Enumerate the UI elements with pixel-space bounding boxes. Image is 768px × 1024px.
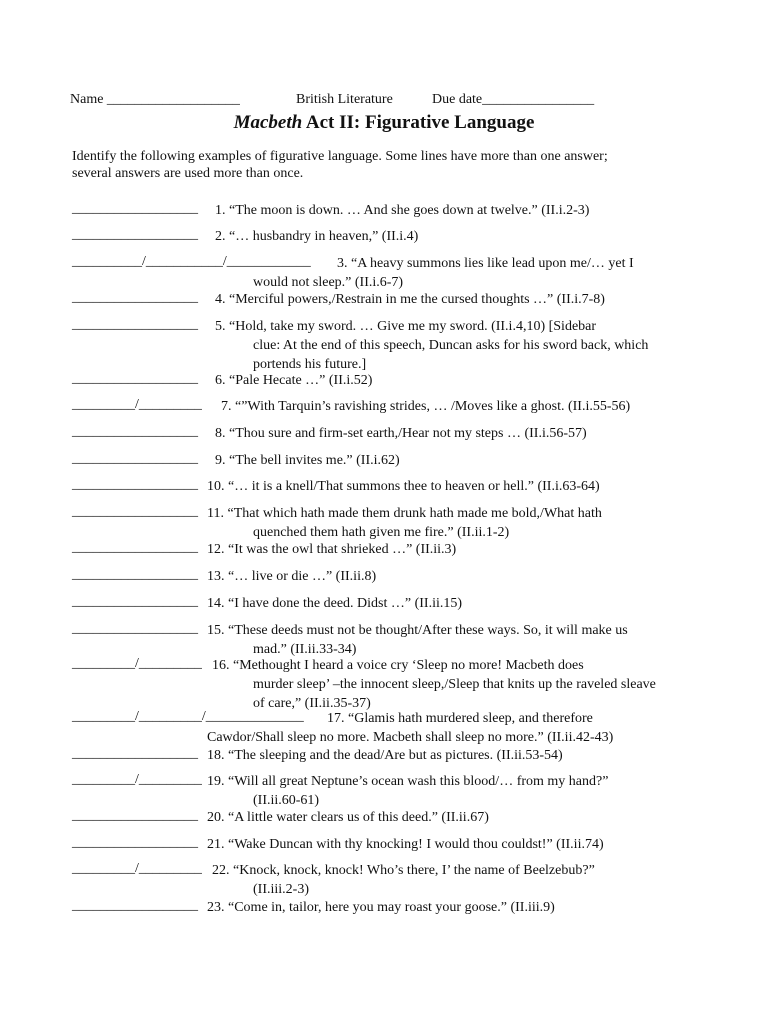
question-text-continued: quenched them hath given me fire.” (II.ii.1-2)	[253, 525, 510, 540]
answer-blank[interactable]: __________________	[72, 898, 198, 913]
question-text: 17. “Glamis hath murdered sleep, and therefore	[327, 711, 593, 726]
due-date-field: Due date________________	[432, 92, 595, 107]
question-text: 5. “Hold, take my sword. … Give me my sword. (II.i.4,10) [Sidebar	[215, 319, 597, 334]
answer-blank[interactable]: __________________	[72, 504, 198, 519]
question-text: 19. “Will all great Neptune’s ocean wash this blood/… from my hand?”	[207, 774, 609, 789]
answer-blank[interactable]: _________/_________	[72, 397, 202, 412]
question-text-continued: (II.iii.2-3)	[253, 882, 309, 897]
instructions-line: Identify the following examples of figurative language. Some lines have more than one answer;	[72, 149, 608, 164]
answer-blank[interactable]: _________/_________	[72, 772, 202, 787]
answer-blank[interactable]: __________________	[72, 808, 198, 823]
question-text-continued: clue: At the end of this speech, Duncan asks for his sword back, which	[253, 338, 649, 353]
answer-blank[interactable]: __________________	[72, 621, 198, 636]
question-text: 12. “It was the owl that shrieked …” (II.ii.3)	[207, 542, 457, 557]
question-text: 11. “That which hath made them drunk hath made me bold,/What hath	[207, 506, 602, 521]
question-text: 1. “The moon is down. … And she goes down at twelve.” (II.i.2-3)	[215, 203, 590, 218]
question-text: 16. “Methought I heard a voice cry ‘Sleep no more! Macbeth does	[212, 658, 584, 673]
answer-blank[interactable]: __________________	[72, 371, 198, 386]
answer-blank[interactable]: __________________	[72, 424, 198, 439]
question-text-continued: would not sleep.” (II.i.6-7)	[253, 275, 404, 290]
answer-blank[interactable]: __________________	[72, 835, 198, 850]
page-title	[0, 112, 768, 134]
question-text: 10. “… it is a knell/That summons thee to heaven or hell.” (II.i.63-64)	[207, 479, 600, 494]
question-text-continued: (II.ii.60-61)	[253, 793, 320, 808]
question-text-continued: Cawdor/Shall sleep no more. Macbeth shall sleep no more.” (II.ii.42-43)	[207, 730, 614, 745]
answer-blank[interactable]: _________/_________	[72, 656, 202, 671]
header-row	[70, 92, 698, 112]
title-rest: Act II: Figurative Language	[302, 112, 535, 133]
question-text: 9. “The bell invites me.” (II.i.62)	[215, 453, 400, 468]
title-play-name: Macbeth	[233, 112, 303, 133]
question-text-continued: portends his future.]	[253, 357, 367, 372]
question-text: 4. “Merciful powers,/Restrain in me the cursed thoughts …” (II.i.7-8)	[215, 292, 605, 307]
question-text: 22. “Knock, knock, knock! Who’s there, I’ the name of Beelzebub?”	[212, 863, 595, 878]
question-text: 21. “Wake Duncan with thy knocking! I would thou couldst!” (II.ii.74)	[207, 837, 604, 852]
course-name: British Literature	[296, 92, 393, 107]
question-text: 23. “Come in, tailor, here you may roast your goose.” (II.iii.9)	[207, 900, 555, 915]
question-text: 6. “Pale Hecate …” (II.i.52)	[215, 373, 373, 388]
answer-blank[interactable]: __________________	[72, 227, 198, 242]
answer-blank[interactable]: _________/_________	[72, 861, 202, 876]
answer-blank[interactable]: __________________	[72, 477, 198, 492]
question-text: 8. “Thou sure and firm-set earth,/Hear not my steps … (II.i.56-57)	[215, 426, 587, 441]
answer-blank[interactable]: __________________	[72, 594, 198, 609]
answer-blank[interactable]: __________________	[72, 290, 198, 305]
answer-blank[interactable]: __________________	[72, 451, 198, 466]
answer-blank[interactable]: __________________	[72, 746, 198, 761]
instructions	[72, 148, 712, 182]
answer-blank[interactable]: __________________	[72, 201, 198, 216]
answer-blank[interactable]: __________/___________/____________	[72, 254, 311, 269]
question-text: 2. “… husbandry in heaven,” (II.i.4)	[215, 229, 419, 244]
question-text-continued: murder sleep’ –the innocent sleep,/Sleep that knits up the raveled sleave	[253, 677, 656, 692]
answer-blank[interactable]: __________________	[72, 567, 198, 582]
question-text: 7. “”With Tarquin’s ravishing strides, … /Moves like a ghost. (II.i.55-56)	[221, 399, 631, 414]
answer-blank[interactable]: _________/_________/______________	[72, 709, 304, 724]
question-text: 15. “These deeds must not be thought/After these ways. So, it will make us	[207, 623, 628, 638]
instructions-line: several answers are used more than once.	[72, 166, 304, 181]
name-field: Name ___________________	[70, 92, 240, 107]
answer-blank[interactable]: __________________	[72, 317, 198, 332]
question-text-continued: of care,” (II.ii.35-37)	[253, 696, 371, 711]
question-text: 20. “A little water clears us of this deed.” (II.ii.67)	[207, 810, 489, 825]
question-text-continued: mad.” (II.ii.33-34)	[253, 642, 357, 657]
question-text: 18. “The sleeping and the dead/Are but as pictures. (II.ii.53-54)	[207, 748, 563, 763]
question-text: 13. “… live or die …” (II.ii.8)	[207, 569, 377, 584]
question-text: 3. “A heavy summons lies like lead upon me/… yet I	[337, 256, 634, 271]
question-text: 14. “I have done the deed. Didst …” (II.ii.15)	[207, 596, 463, 611]
answer-blank[interactable]: __________________	[72, 540, 198, 555]
